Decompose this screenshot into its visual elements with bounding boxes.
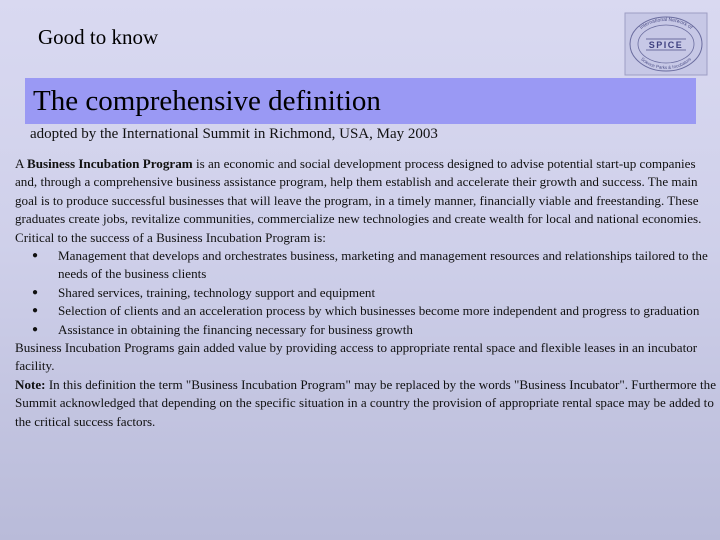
spice-logo: [624, 12, 708, 76]
svg-text:Science Parks & Incubators: Science Parks & Incubators: [639, 56, 693, 71]
bullet-icon: ●: [32, 323, 39, 335]
svg-text:SPICE: SPICE: [648, 40, 684, 50]
list-item: ● Management that develops and orchestrates business, marketing and management resources and relationships tailored to the needs of the business clients: [32, 248, 708, 282]
value-paragraph: Business Incubation Programs gain added value by providing access to appropriate rental space and flexible leases in an incubator facility.: [15, 340, 698, 374]
page-subtitle: adopted by the International Summit in Richmond, USA, May 2003: [30, 126, 438, 142]
critical-factors-list: [15, 247, 718, 339]
critical-intro: Critical to the success of a Business Incubation Program is:: [15, 229, 326, 245]
section-kicker: Good to know: [38, 25, 159, 49]
bold-term: Business Incubation Program: [27, 156, 193, 171]
list-item: ● Shared services, training, technology support and equipment: [58, 284, 718, 302]
list-item: ● Selection of clients and an acceleration process by which businesses become more independent and progress to graduation: [58, 302, 718, 320]
bullet-icon: ●: [32, 305, 39, 317]
note-label: Note:: [15, 376, 46, 392]
definition-paragraph: A Business Incubation Program is an economic and social development process designed to advise potential start-up companies and, through a comprehensive business assistance program, help them establish and accelerate their growth and success. The main goal is to produce successful businesses that will leave the program, in a timely manner, financially viable and freestanding. These graduates create jobs, revitalize communities, commercialize new technologies and create wealth for local and national economies.: [15, 156, 702, 227]
title-bar: [25, 78, 696, 124]
bullet-icon: ●: [32, 286, 39, 298]
bullet-icon: ●: [32, 250, 39, 262]
note-paragraph: Note: In this definition the term "Business Incubation Program" may be replaced by the words "Business Incubator". Furthermore the Summit acknowledged that depending on the specific situation in a country the provision of appropriate rental space may be added to the critical success factors.: [15, 376, 717, 429]
definition-body: [15, 155, 718, 431]
page-title: The comprehensive definition: [33, 84, 381, 117]
svg-text:International Network of: International Network of: [638, 16, 694, 31]
list-item: ● Assistance in obtaining the financing necessary for business growth: [58, 321, 718, 339]
